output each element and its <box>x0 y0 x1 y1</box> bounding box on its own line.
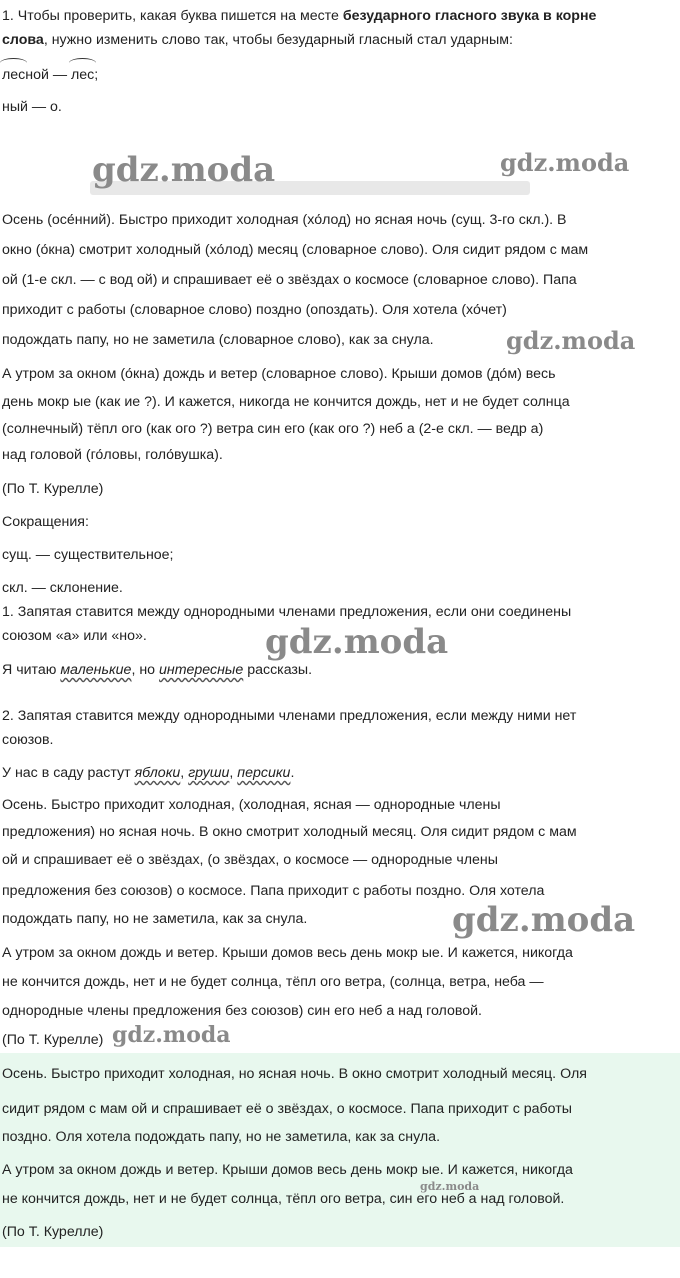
watermark: gdz.moda <box>452 900 636 940</box>
text3-line: предложения) но ясная ночь. В окно смотрит холодный месяц. Оля сидит рядом с мам <box>2 824 577 840</box>
text3-line: предложения без союзов) о космосе. Папа приходит с работы поздно. Оля хотела <box>2 883 545 899</box>
text1-line: ой (1-е скл. — с вод ой) и спрашивает её о звёздах о космосе (словарное слово). Папа <box>2 272 577 288</box>
text1-line: Осень (осе́нний). Быстро приходит холодная (хо́лод) но ясная ночь (сущ. 3-го скл.). В <box>2 212 567 228</box>
rule1-line: союзом «а» или «но». <box>2 628 147 644</box>
text2-line: над головой (го́ловы, голо́вушка). <box>2 447 223 463</box>
intro-line-2: слова, нужно изменить слово так, чтобы безударный гласный стал ударным: <box>2 32 513 48</box>
final1-line: Осень. Быстро приходит холодная, но ясная ночь. В окно смотрит холодный месяц. Оля <box>2 1066 587 1082</box>
abbr-line: сущ. — существительное; <box>2 547 174 563</box>
example1: Я читаю маленькие, но интересные рассказы. <box>2 662 313 678</box>
intro-example: лесной — лес; <box>2 67 99 83</box>
text3-line: ой и спрашивает её о звёздах, (о звёздах, о космосе — однородные члены <box>2 852 498 868</box>
abbr-line: скл. — склонение. <box>2 580 123 596</box>
intro-line-1: 1. Чтобы проверить, какая буква пишется на месте безударного гласного звука в корне <box>2 8 597 24</box>
rule1-line: 1. Запятая ставится между однородными членами предложения, если они соединены <box>2 604 572 620</box>
text4-line: А утром за окном дождь и ветер. Крыши домов весь день мокр ые. И кажется, никогда <box>2 945 573 961</box>
final2-line: не кончится дождь, нет и не будет солнца, тёпл ого ветра, син его неб а над головой. <box>2 1191 565 1207</box>
text2-line: день мокр ые (как ие ?). И кажется, никогда не кончится дождь, нет и не будет солнца <box>2 394 570 410</box>
author-credit: (По Т. Курелле) <box>2 1032 104 1048</box>
watermark: gdz.moda <box>112 1022 231 1048</box>
author-credit: (По Т. Курелле) <box>2 481 104 497</box>
text1-line: подождать папу, но не заметила (словарное слово), как за снула. <box>2 332 434 348</box>
text3-line: Осень. Быстро приходит холодная, (холодная, ясная — однородные члены <box>2 797 501 813</box>
text1-line: приходит с работы (словарное слово) поздно (опоздать). Оля хотела (хо́чет) <box>2 302 507 318</box>
rule2-line: 2. Запятая ставится между однородными членами предложения, если между ними нет <box>2 708 577 724</box>
text4-line: не кончится дождь, нет и не будет солнца, тёпл ого ветра, (солнца, ветра, неба — <box>2 974 544 990</box>
intro-line-4: ный — о. <box>2 99 62 115</box>
example2: У нас в саду растут яблоки, груши, персики. <box>2 765 295 781</box>
author-credit: (По Т. Курелле) <box>2 1224 104 1240</box>
text4-line: однородные члены предложения без союзов) син его неб а над головой. <box>2 1003 483 1019</box>
final1-line: сидит рядом с мам ой и спрашивает её о звёздах, о космосе. Папа приходит с работы <box>2 1101 572 1117</box>
watermark: gdz.moda <box>265 622 449 662</box>
text1-line: окно (о́кна) смотрит холодный (хо́лод) месяц (словарное слово). Оля сидит рядом с мам <box>2 242 589 258</box>
watermark: gdz.moda <box>92 150 276 190</box>
final1-line: поздно. Оля хотела подождать папу, но не заметила, как за снула. <box>2 1129 441 1145</box>
text2-line: (солнечный) тёпл ого (как ого ?) ветра син его (как ого ?) неб а (2-е скл. — ведр а) <box>2 421 544 437</box>
abbr-title: Сокращения: <box>2 514 89 530</box>
text3-line: подождать папу, но не заметила, как за снула. <box>2 911 308 927</box>
text2-line: А утром за окном (о́кна) дождь и ветер (словарное слово). Крыши домов (до́м) весь <box>2 366 556 382</box>
rule2-line: союзов. <box>2 732 54 748</box>
watermark: gdz.moda <box>420 1180 480 1193</box>
watermark: gdz.moda <box>500 148 630 177</box>
final2-line: А утром за окном дождь и ветер. Крыши домов весь день мокр ые. И кажется, никогда <box>2 1162 573 1178</box>
watermark: gdz.moda <box>506 326 636 355</box>
